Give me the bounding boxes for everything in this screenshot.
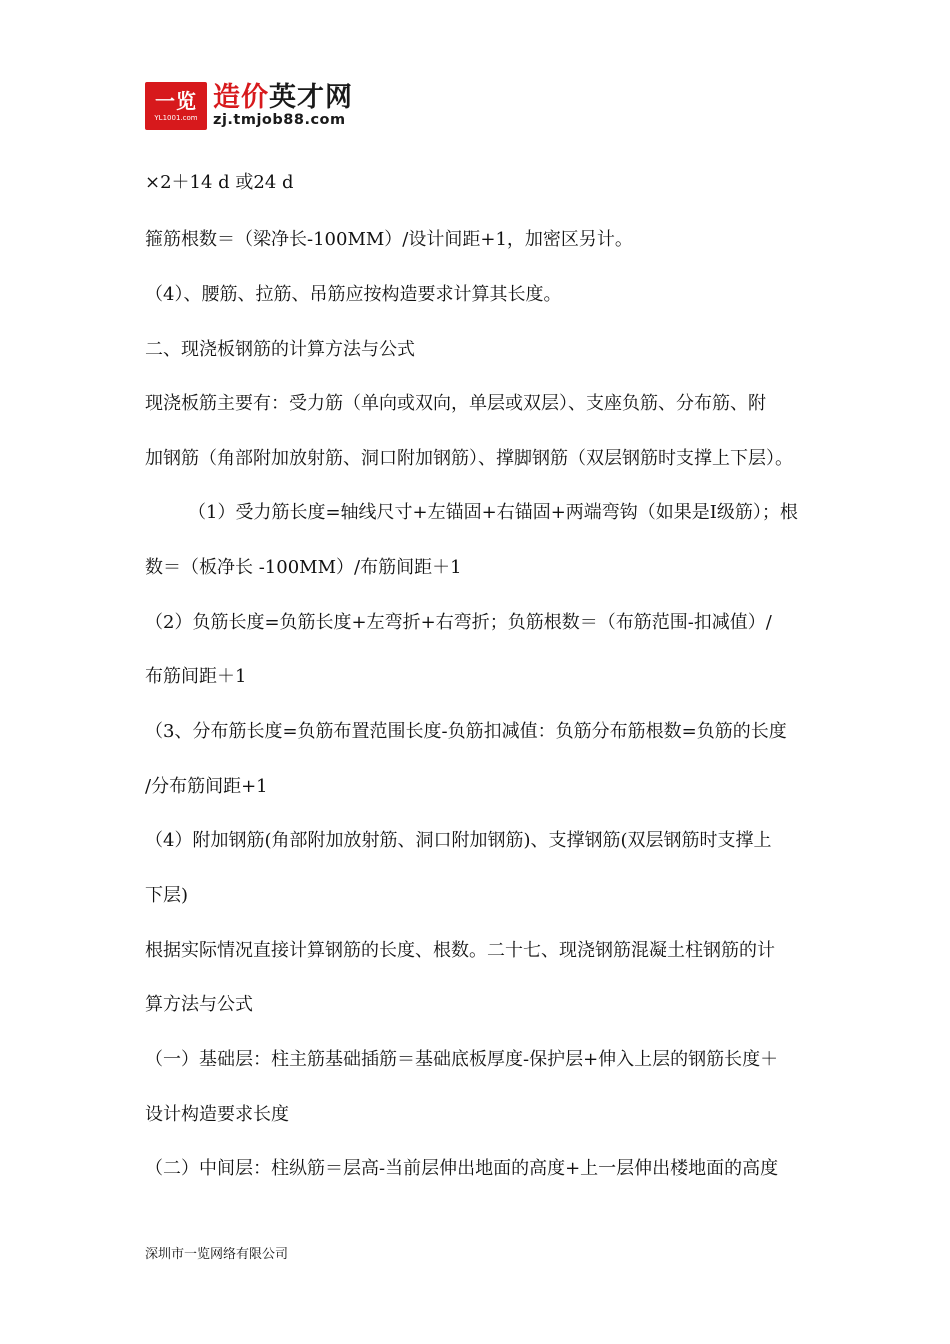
body-line: 数＝（板净长 -100MM）/布筋间距＋1 <box>145 557 462 578</box>
body-line: 布筋间距＋1 <box>145 666 247 687</box>
logo-site-name <box>213 81 353 113</box>
logo-badge-subtitle: YL1001.com <box>154 113 198 122</box>
section-heading: 二、现浇板钢筋的计算方法与公式 <box>145 339 415 360</box>
body-line: （1）受力筋长度=轴线尺寸+左锚固+右锚固+两端弯钩（如果是Ⅰ级筋）；根 <box>188 502 798 523</box>
site-logo <box>145 82 353 130</box>
body-line: 现浇板筋主要有：受力筋（单向或双向，单层或双层）、支座负筋、分布筋、附 <box>145 393 766 414</box>
body-line: （3、分布筋长度=负筋布置范围长度-负筋扣减值：负筋分布筋根数=负筋的长度 <box>145 721 787 742</box>
logo-url: zj.tmjob88.com <box>213 111 346 128</box>
logo-badge-title: 一览 <box>155 88 197 113</box>
logo-text <box>213 82 353 130</box>
logo-name-red: 造价 <box>213 81 269 113</box>
body-line: （二）中间层：柱纵筋＝层高-当前层伸出地面的高度+上一层伸出楼地面的高度 <box>145 1158 779 1179</box>
body-line: 设计构造要求长度 <box>145 1104 289 1125</box>
body-line: 根据实际情况直接计算钢筋的长度、根数。二十七、现浇钢筋混凝土柱钢筋的计 <box>145 940 775 961</box>
body-line: 加钢筋（角部附加放射筋、洞口附加钢筋）、撑脚钢筋（双层钢筋时支撑上下层）。 <box>145 448 793 469</box>
body-line: （4）、腰筋、拉筋、吊筋应按构造要求计算其长度。 <box>145 284 562 305</box>
body-line: （一）基础层：柱主筋基础插筋＝基础底板厚度-保护层+伸入上层的钢筋长度＋ <box>145 1049 779 1070</box>
page-footer: 深圳市一览网络有限公司 <box>145 1247 289 1262</box>
body-line: 箍筋根数＝（梁净长-100MM）/设计间距+1，加密区另计。 <box>145 229 633 250</box>
body-line: ×2＋14 d 或24 d <box>145 172 294 193</box>
body-line: （4）附加钢筋(角部附加放射筋、洞口附加钢筋)、支撑钢筋(双层钢筋时支撑上 <box>145 830 772 851</box>
body-line: 算方法与公式 <box>145 994 253 1015</box>
body-line: /分布筋间距+1 <box>145 776 268 797</box>
logo-badge <box>145 82 207 130</box>
body-line: 下层) <box>145 885 189 906</box>
body-line: （2）负筋长度=负筋长度+左弯折+右弯折；负筋根数＝（布筋范围-扣减值）/ <box>145 612 772 633</box>
logo-name-dark: 英才网 <box>269 81 353 113</box>
